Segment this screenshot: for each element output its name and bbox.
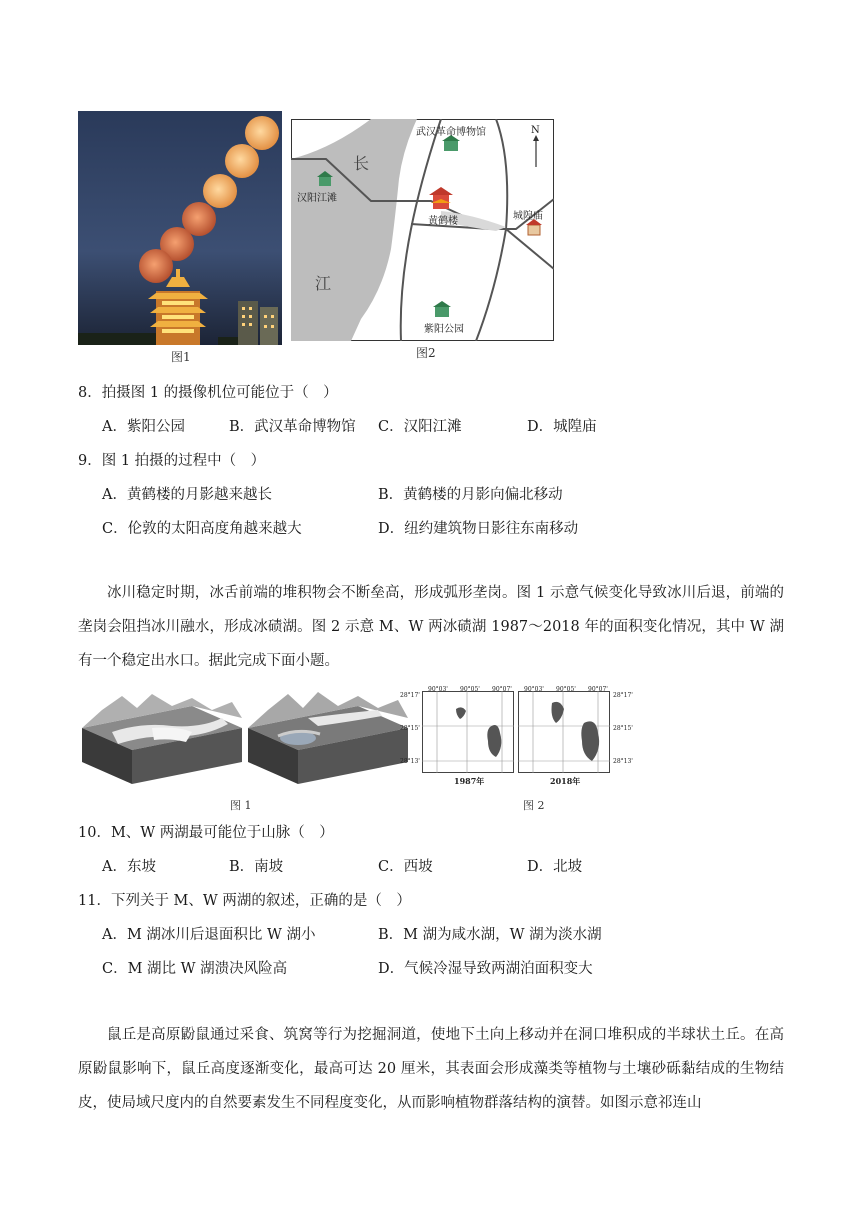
figure-lake-map-2018 — [518, 691, 610, 773]
figure-2-map — [291, 119, 554, 341]
question-8-option-c[interactable]: C．汉阳江滩 — [378, 419, 462, 435]
question-11-option-b[interactable]: B．M 湖为咸水湖，W 湖为淡水湖 — [378, 927, 602, 943]
question-10-option-c[interactable]: C．西坡 — [378, 859, 433, 875]
question-9-option-d[interactable]: D．纽约建筑物日影往东南移动 — [378, 521, 579, 537]
lon-label-4: 90°03' — [524, 686, 544, 693]
question-11-option-d[interactable]: D．气候冷湿导致两湖泊面积变大 — [378, 961, 593, 977]
passage-glacier-lakes: 冰川稳定时期，冰舌前端的堆积物会不断垒高，形成弧形垄岗。图 1 示意气候变化导致冰川后退，前端的垄岗会阻挡冰川融水，形成冰碛湖。图 2 示意 M、W 两冰碛湖 1987～2018 年的面积变化情况，其中 W 湖有一个稳定出水口。据此完成下面小题。 — [78, 585, 784, 669]
figure-glacier-diagram-2 — [248, 688, 408, 784]
question-10-stem: 10．M、W 两湖最可能位于山脉（ ） — [78, 825, 334, 841]
map-label-hanyang: 汉阳江滩 — [297, 193, 337, 204]
lat-label-1: 28°17' — [400, 692, 420, 699]
question-11-option-a[interactable]: A．M 湖冰川后退面积比 W 湖小 — [102, 927, 316, 943]
question-8-option-b[interactable]: B．武汉革命博物馆 — [229, 419, 356, 435]
map-label-north: N — [531, 125, 540, 136]
question-9-option-c[interactable]: C．伦敦的太阳高度角越来越大 — [102, 521, 302, 537]
map-label-river-1: 长 — [353, 154, 370, 173]
passage-zokor-mounds: 鼠丘是高原鼢鼠通过采食、筑窝等行为挖掘洞道，使地下土向上移动并在洞口堆积成的半球状土丘。在高原鼢鼠影响下，鼠丘高度逐渐变化，最高可达 20 厘米，其表面会形成藻类等植物与土壤砂砾黏结成的生物结皮，使局域尺度内的自然要素发生不同程度变化，从而影响植物群落结构的演替。如图示意祁连山 — [78, 1027, 784, 1111]
figure-lake-map-1987 — [422, 691, 514, 773]
question-9-option-a[interactable]: A．黄鹤楼的月影越来越长 — [102, 487, 272, 503]
map-label-park: 紫阳公园 — [424, 324, 464, 335]
figure-1-caption: 图1 — [171, 350, 191, 364]
lon-label-3: 90°07' — [492, 686, 512, 693]
lat-label-6: 28°13' — [613, 758, 633, 765]
figure-1-photo — [78, 111, 282, 345]
question-10-option-b[interactable]: B．南坡 — [229, 859, 284, 875]
map-label-river-2: 江 — [315, 274, 332, 293]
lat-label-3: 28°13' — [400, 758, 420, 765]
question-11-option-c[interactable]: C．M 湖比 W 湖溃决风险高 — [102, 961, 288, 977]
lat-label-4: 28°17' — [613, 692, 633, 699]
question-10-option-a[interactable]: A．东坡 — [102, 859, 156, 875]
figure-b-caption-1: 图 1 — [230, 799, 252, 812]
lon-label-2: 90°05' — [460, 686, 480, 693]
figure-2-caption: 图2 — [416, 346, 436, 360]
map-label-museum: 武汉革命博物馆 — [416, 127, 486, 138]
year-label-1987: 1987年 — [454, 776, 485, 786]
figure-b-caption-2: 图 2 — [523, 799, 545, 812]
lat-label-5: 28°15' — [613, 725, 633, 732]
question-8-option-d[interactable]: D．城隍庙 — [527, 419, 597, 435]
year-label-2018: 2018年 — [550, 776, 581, 786]
question-9-stem: 9．图 1 拍摄的过程中（ ） — [78, 453, 266, 469]
map-label-tower: 黄鹤楼 — [428, 216, 458, 227]
question-9-option-b[interactable]: B．黄鹤楼的月影向偏北移动 — [378, 487, 563, 503]
lon-label-6: 90°07' — [588, 686, 608, 693]
lon-label-1: 90°03' — [428, 686, 448, 693]
question-10-option-d[interactable]: D．北坡 — [527, 859, 583, 875]
question-8-option-a[interactable]: A．紫阳公园 — [102, 419, 185, 435]
figure-glacier-diagram-1 — [82, 688, 242, 784]
map-label-temple: 城隍庙 — [513, 211, 543, 222]
lat-label-2: 28°15' — [400, 725, 420, 732]
lon-label-5: 90°05' — [556, 686, 576, 693]
question-8-stem: 8．拍摄图 1 的摄像机位可能位于（ ） — [78, 385, 338, 401]
question-11-stem: 11．下列关于 M、W 两湖的叙述，正确的是（ ） — [78, 893, 411, 909]
